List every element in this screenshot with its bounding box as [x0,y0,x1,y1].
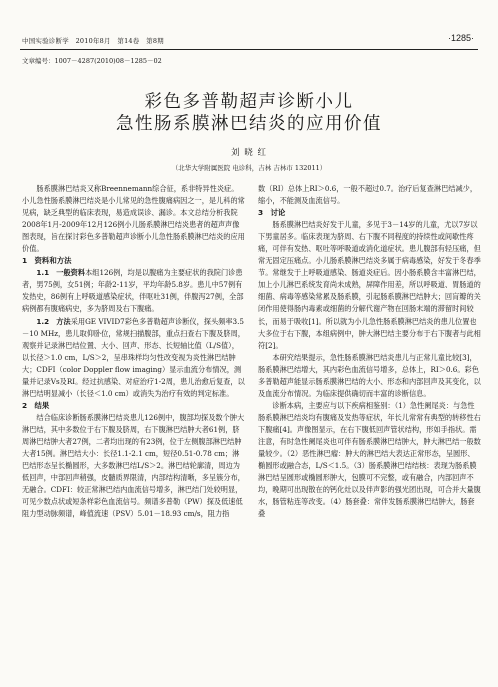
journal-header: 中国实验诊断学 2010年8月 第14卷 第8期 [22,37,164,45]
section-heading-3: 3 讨论 [258,208,286,218]
paragraph-general-data [22,267,245,315]
subheading-methods: 1.2 方法 [36,316,71,326]
section-heading-2: 2 结果 [22,400,50,410]
methods-text: 采用GE VIVID7彩色多普勒超声诊断仪，探头频率3.5－10 MHz，患儿取仰卧位，常规扫描腹部，重点扫查右下腹及脐周，观察并记录淋巴结位置、大小、回声、形态、长短轴比值（L/S值），以长径＞1.0 cm，L/S＞2，呈串珠样均匀性改变视为炎性淋巴结肿大；CDFI（color Doppler flow imaging）显示血流分布情况，测量并记录Vs及RI。经过抗感染、对症治疗1-2周，患儿治愈后复查，以淋巴结明显减小（长径＜1.0 cm）或消失为治疗有效的判定标准。 [22,316,245,398]
left-column [22,183,245,520]
discussion-paragraph-3: 诊断本病，主要应与以下疾病相鉴别：（1）急性阑尾炎：与急性肠系膜淋巴结炎均有腹痛及发热等症状，年长儿常常有典型的转移性右下腹痛[4]。声像图显示，在右下腹低回声管状结构，形如手指状。需注意，有时急性阑尾炎也可伴有肠系膜淋巴结肿大，肿大淋巴结一般数量较少。（2）恶性淋巴瘤：肿大的淋巴结大表达正常形态，呈圆形、椭圆形或融合态，L/S＜1.5。（3）肠系膜淋巴结结核：表现为肠系膜淋巴结呈圆形或椭圆形肿大，包膜可不完整，或有融合，内部回声不均，晚期可出现散在的钙化灶以及伴声影的强光团出现，可合并大量腹水，肠管粘连等改变。（4）肠套叠：常伴发肠系膜淋巴结肿大，肠套叠 [258,400,481,519]
title-line-2: 急性肠系膜淋巴结炎的应用价值 [116,114,382,134]
discussion-paragraph-2: 本研究结果提示，急性肠系膜淋巴结炎患儿与正常儿童比较[3]，肠系膜淋巴结增大，其内彩色血流信号增多，总体上，RI＞0.6。彩色多普勒超声能显示肠系膜淋巴结的大小、形态和内部回声及其变化，以及血流分布情况。为临床提供确切而丰富的诊断信息。 [258,352,481,398]
continued-paragraph: 数（RI）总体上RI＞0.6，一般不超过0.7。治疗后复查淋巴结减少，缩小，不能测及血流信号。 [258,184,478,206]
section-heading-1: 1 资料和方法 [22,256,72,266]
intro-paragraph: 肠系膜淋巴结炎又称Breennemann综合征，系非特异性炎症。小儿急性肠系膜淋巴结炎是小儿常见的急性腹痛病因之一，是儿科的常见病，缺乏典型的临床表现，易造成误诊、漏诊。本文总结分析我院2008年1月-2009年12月126例小儿肠系膜淋巴结炎患者的超声声像图表现，旨在探讨彩色多普勒超声诊断小儿急性肠系膜淋巴结炎的应用价值。 [22,184,245,254]
results-paragraph: 结合临床诊断肠系膜淋巴结炎患儿126例中，腹部均探及数个肿大淋巴结，其中多数位于右下腹及脐周，右下腹淋巴结肿大者61例，脐周淋巴结肿大者27例，二者均出现的有23例，位于左侧腹部淋巴结肿大者15例。淋巴结大小：长径1.1-2.1 cm，短径0.51-0.78 cm；淋巴结形态呈长椭圆形，大多数淋巴结L/S＞2。淋巴结轮廓清，周边为低回声，中部回声稍强，皮髓质界限清，内部结构清晰，多呈簇分布，无融合。CDFI：较正常淋巴结内血流信号增多，淋巴结门处较明显，可见少数点状或短条样彩色血流信号。频谱多普勒（PW）探及低速低阻力型动脉频谱，峰值流速（PSV）5.01－18.93 cm/s，阻力指 [22,412,245,519]
general-data-text: 本组126例，均是以腹痛为主要症状的我院门诊患者，男75例，女51例；年龄2-11岁，平均年龄5.8岁。患儿中57例有发热史，86例有上呼吸道感染症状，伴呕吐31例，伴腹泻27例，全部病例都有腹痛病史，多为脐周及右下腹痛。 [22,268,244,314]
affiliation: （北华大学附属医院 电诊科，吉林 吉林市 132011） [171,164,327,172]
subheading-general-data: 1.1 一般资料 [36,268,86,278]
author: 刘 晓 红 [231,148,267,158]
article-number: 文章编号：1007－4287(2010)08－1285－02 [22,57,162,65]
page-number: ·1285· [447,33,474,43]
title-line-1: 彩色多普勒超声诊断小儿 [144,92,354,112]
paragraph-methods [22,316,245,400]
right-column [258,183,481,520]
header-rule [20,49,478,50]
discussion-paragraph-1: 肠系膜淋巴结炎好发于儿童，多见于3－14岁的儿童，尤以7岁以下男童居多。临床表现为脐周、右下腹不同程度的持续性或间歇性疼痛，可伴有发热、呕吐等呼吸道或消化道症状。患儿腹部有轻压痛，但常无固定压痛点。小儿肠系膜淋巴结炎多属于病毒感染，好发于冬春季节。常继发于上呼吸道感染、肠道炎症后。因小肠系膜含丰富淋巴结，加上小儿淋巴系统发育尚未成熟，屏障作用差，所以呼吸道、胃肠道的细菌、病毒等感染常累及肠系膜，引起肠系膜淋巴结肿大；回肓瓣的关闭作用使得肠内毒素或细菌的分解代谢产物在回肠末端的滞留时间较长，而易于吸收[1]。所以就为小儿急性肠系膜淋巴结炎的患儿位置也大多位于右下腹，本组病例中，肿大淋巴结主要分布于右下腹者与此相符[2]。 [258,220,481,350]
